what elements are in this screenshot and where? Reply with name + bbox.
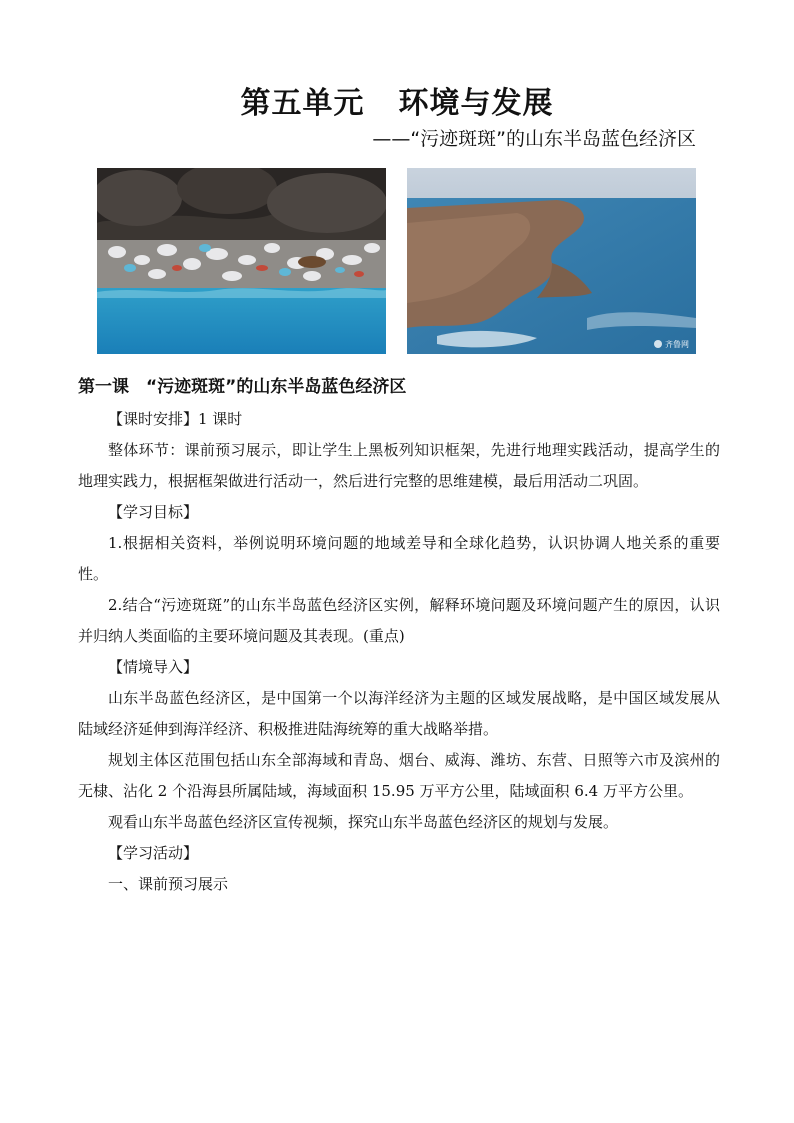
activity-item-1: 一、课前预习展示	[108, 875, 229, 893]
polluted-shore-photo	[97, 168, 386, 354]
intro-paragraph-2: 规划主体区范围包括山东全部海域和青岛、烟台、威海、潍坊、东营、日照等六市及滨州的无棣、沾化 2 个沿海县所属陆域，海域面积 15.95 万平方公里，陆域面积 6.4 万平方公里。	[78, 751, 720, 800]
goal-1: 1.根据相关资料，举例说明环境问题的地域差导和全球化趋势，认识协调人地关系的重要性。	[78, 534, 720, 583]
intro-label: 【情境导入】	[108, 658, 199, 676]
intro-paragraph-1: 山东半岛蓝色经济区，是中国第一个以海洋经济为主题的区域发展战略，是中国区域发展从陆域经济延伸到海洋经济、积极推进陆海统筹的重大战略举措。	[78, 689, 720, 738]
goals-label: 【学习目标】	[108, 503, 199, 521]
watermark-logo-icon	[654, 340, 662, 348]
lesson-body	[78, 404, 720, 900]
unit-number: 第五单元	[240, 86, 365, 121]
schedule-line: 【课时安排】1 课时	[108, 410, 243, 428]
activity-label: 【学习活动】	[108, 844, 199, 862]
lesson-heading: 第一课 “污迹斑斑”的山东半岛蓝色经济区	[78, 377, 407, 397]
intro-paragraph-3: 观看山东半岛蓝色经济区宣传视频，探究山东半岛蓝色经济区的规划与发展。	[108, 813, 619, 831]
watermark-text: 齐鲁网	[665, 340, 689, 349]
unit-subtitle: ——“污迹斑斑”的山东半岛蓝色经济区	[372, 128, 696, 150]
unit-title	[0, 78, 794, 122]
unit-name: 环境与发展	[398, 86, 554, 121]
coastline-aerial-image	[407, 168, 696, 354]
goal-2: 2.结合“污迹斑斑”的山东半岛蓝色经济区实例，解释环境问题及环境问题产生的原因，认识并归纳人类面临的主要环境问题及其表现。(重点)	[78, 596, 720, 645]
overview-paragraph: 整体环节：课前预习展示，即让学生上黑板列知识框架，先进行地理实践活动，提高学生的地理实践力，根据框架做进行活动一，然后进行完整的思维建模，最后用活动二巩固。	[78, 441, 720, 490]
coastline-aerial-photo	[407, 168, 696, 354]
polluted-shore-image	[97, 168, 386, 354]
